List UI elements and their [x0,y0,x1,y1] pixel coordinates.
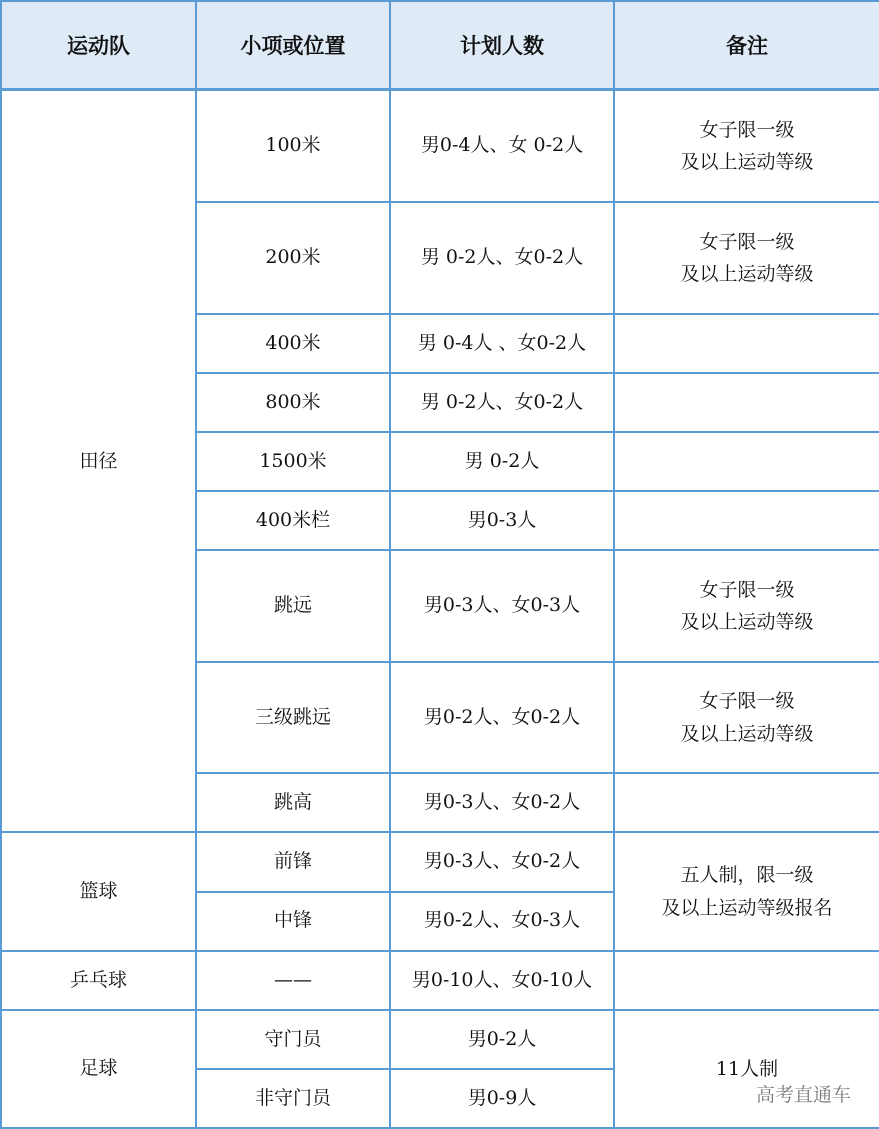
note-cell [614,773,879,832]
note-cell [614,951,879,1010]
plan-cell: 男0-2人、女0-2人 [390,662,614,774]
header-row [1,1,879,90]
event-cell: 400米栏 [196,491,390,550]
note-line: 及以上运动等级 [680,610,814,633]
plan-cell: 男0-4人、女 0-2人 [390,90,614,202]
event-cell: 非守门员 [196,1069,390,1128]
note-line: 女子限一级 [699,578,795,601]
event-cell: 守门员 [196,1010,390,1069]
table-row [1,1010,879,1069]
plan-cell: 男 0-2人、女0-2人 [390,373,614,432]
plan-cell: 男0-3人、女0-3人 [390,550,614,662]
plan-cell: 男 0-4人 、女0-2人 [390,314,614,373]
event-cell: 三级跳远 [196,662,390,774]
plan-cell: 男0-3人、女0-2人 [390,832,614,891]
event-cell: 100米 [196,90,390,202]
plan-cell: 男0-3人、女0-2人 [390,773,614,832]
note-cell [614,202,879,314]
event-cell: 中锋 [196,892,390,951]
note-line: 女子限一级 [699,118,795,141]
table-row [1,90,879,202]
header-team: 运动队 [1,1,196,90]
note-line: 五人制，限一级 [680,864,814,887]
note-line: 及以上运动等级报名 [661,896,833,919]
note-line: 及以上运动等级 [680,262,814,285]
header-note: 备注 [614,1,879,90]
note-cell [614,373,879,432]
event-cell: 200米 [196,202,390,314]
note-cell [614,662,879,774]
event-cell: —— [196,951,390,1010]
header-plan: 计划人数 [390,1,614,90]
header-event: 小项或位置 [196,1,390,90]
note-line: 女子限一级 [699,690,795,713]
note-line: 及以上运动等级 [680,150,814,173]
plan-cell: 男0-10人、女0-10人 [390,951,614,1010]
plan-cell: 男0-2人 [390,1010,614,1069]
event-cell: 跳远 [196,550,390,662]
table-row [1,951,879,1010]
event-cell: 800米 [196,373,390,432]
note-cell [614,314,879,373]
event-cell: 400米 [196,314,390,373]
plan-cell: 男0-3人 [390,491,614,550]
watermark-text: 高考直通车 [755,1084,851,1106]
plan-cell: 男 0-2人、女0-2人 [390,202,614,314]
note-cell [614,90,879,202]
plan-cell: 男 0-2人 [390,432,614,491]
team-pingpong: 乒乓球 [1,951,196,1010]
basketball-note-cell [614,832,879,950]
event-cell: 跳高 [196,773,390,832]
football-note-cell: 11人制 [614,1010,879,1128]
plan-cell: 男0-9人 [390,1069,614,1128]
note-cell [614,491,879,550]
table-row [1,832,879,891]
note-line: 及以上运动等级 [680,722,814,745]
event-cell: 前锋 [196,832,390,891]
team-football: 足球 [1,1010,196,1128]
plan-cell: 男0-2人、女0-3人 [390,892,614,951]
team-basketball: 篮球 [1,832,196,950]
note-cell [614,550,879,662]
note-cell [614,432,879,491]
note-line: 女子限一级 [699,230,795,253]
event-cell: 1500米 [196,432,390,491]
team-track: 田径 [1,90,196,833]
